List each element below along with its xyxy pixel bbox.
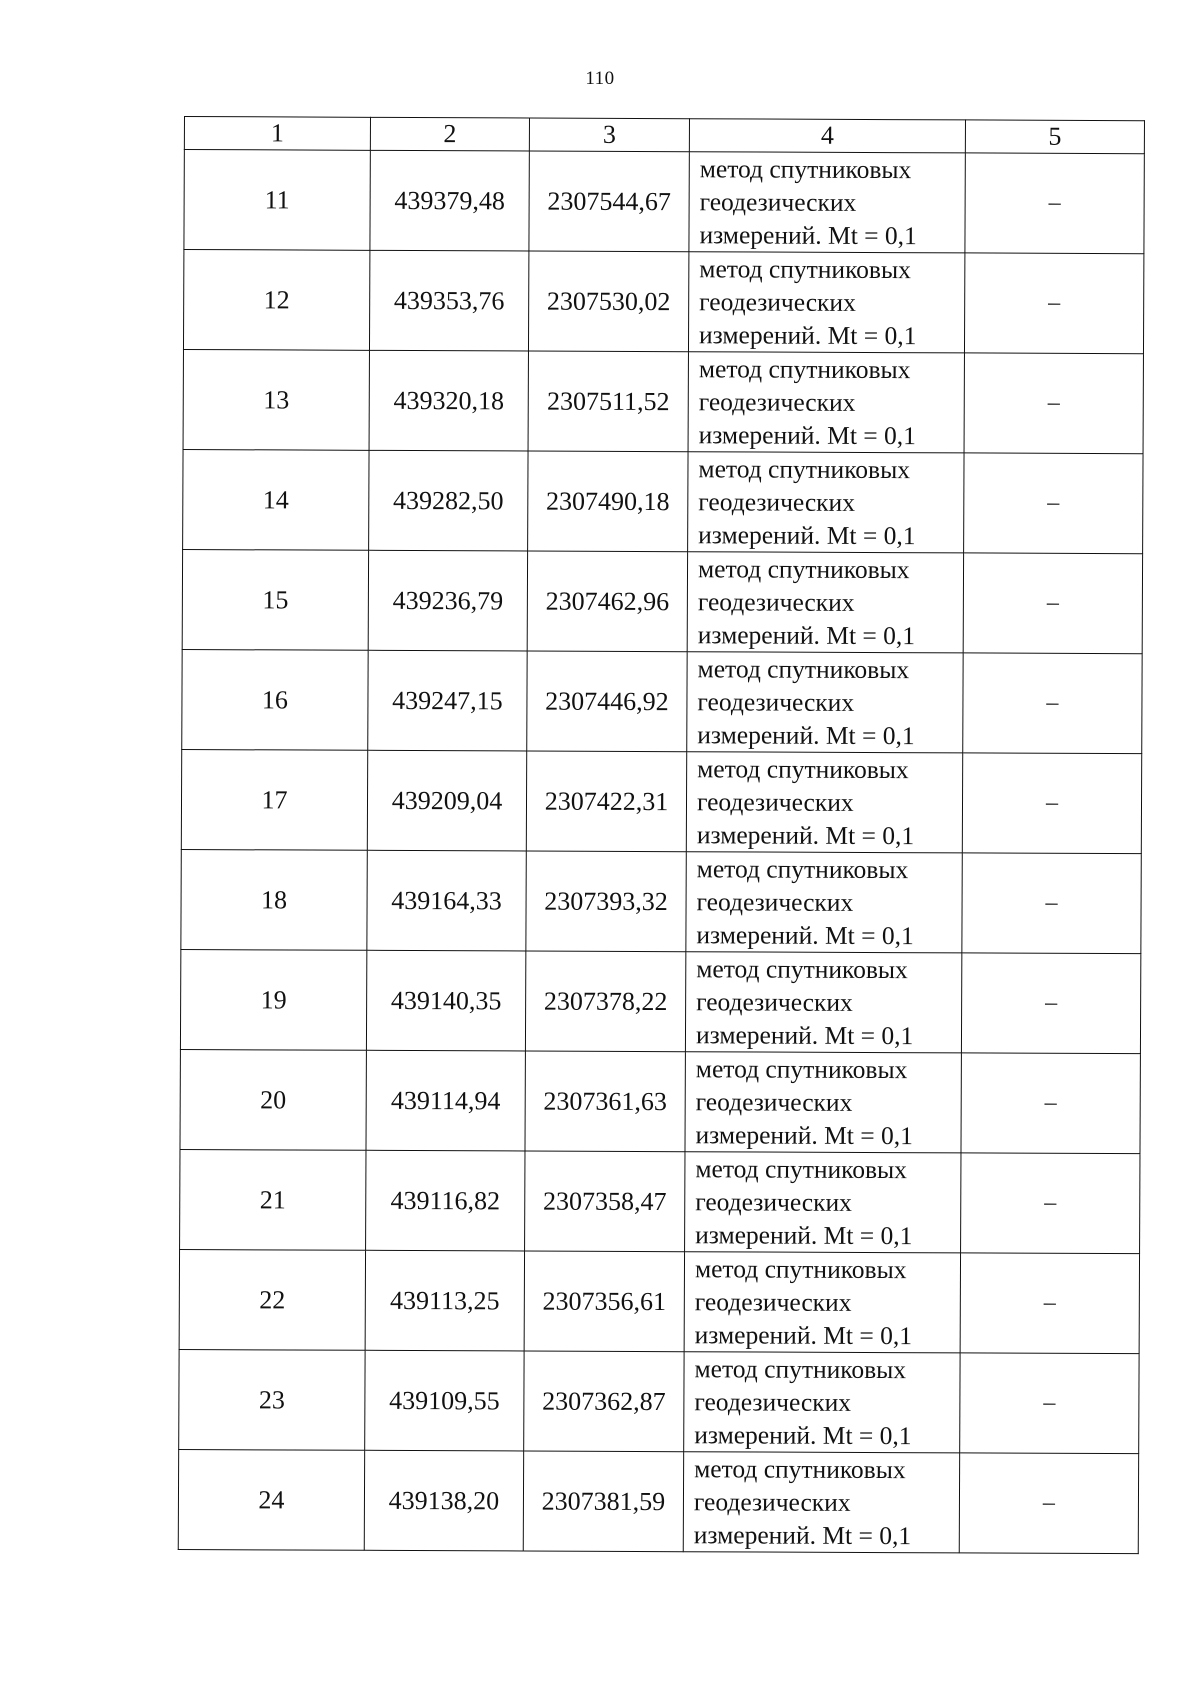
x-coordinate-cell: 439109,55	[365, 1350, 524, 1451]
note-cell: –	[965, 153, 1144, 254]
x-coordinate-cell: 439379,48	[370, 150, 529, 251]
method-line: измерений. Mt = 0,1	[697, 620, 916, 651]
note-cell: –	[962, 753, 1141, 854]
method-cell	[684, 1352, 960, 1453]
coordinates-table	[178, 116, 1145, 1554]
table-row	[184, 150, 1144, 254]
method-line: измерений. Mt = 0,1	[697, 720, 915, 751]
method-line: измерений. Mt = 0,1	[699, 220, 917, 251]
point-number-cell: 23	[179, 1349, 365, 1450]
point-number-cell: 22	[179, 1249, 365, 1350]
method-line: измерений. Mt = 0,1	[698, 520, 916, 551]
page-number: 110	[585, 68, 615, 89]
method-line: метод спутниковых	[695, 1054, 908, 1085]
y-coordinate-cell: 2307381,59	[523, 1451, 683, 1552]
method-line: геодезических	[695, 1087, 853, 1117]
method-cell	[685, 1152, 961, 1253]
method-line: геодезических	[699, 287, 856, 317]
y-coordinate-cell: 2307544,67	[529, 151, 689, 252]
method-line: измерений. Mt = 0,1	[695, 1120, 913, 1151]
note-cell: –	[964, 353, 1143, 454]
method-line: метод спутниковых	[696, 954, 908, 985]
method-cell	[685, 1052, 961, 1153]
method-line: метод спутниковых	[694, 1454, 906, 1485]
method-line: измерений. Mt = 0,1	[695, 1220, 913, 1251]
point-number-cell: 24	[178, 1449, 364, 1550]
note-cell: –	[964, 453, 1143, 554]
y-coordinate-cell: 2307422,31	[526, 751, 686, 852]
table-body	[178, 150, 1144, 1554]
method-line: метод спутниковых	[696, 854, 909, 885]
x-coordinate-cell: 439282,50	[369, 450, 528, 551]
x-coordinate-cell: 439113,25	[365, 1250, 524, 1351]
point-number-cell: 18	[181, 849, 367, 950]
method-line: измерений. Mt = 0,1	[694, 1320, 913, 1351]
column-header-1: 1	[184, 117, 370, 151]
table-header-row	[184, 117, 1144, 154]
column-header-4: 4	[689, 119, 965, 153]
column-header-3: 3	[529, 118, 689, 152]
table-row	[181, 849, 1141, 953]
method-line: геодезических	[696, 987, 853, 1017]
table-row	[182, 549, 1142, 653]
note-cell: –	[964, 253, 1143, 354]
note-cell: –	[963, 653, 1142, 754]
x-coordinate-cell: 439140,35	[366, 950, 525, 1051]
method-line: геодезических	[694, 1387, 852, 1417]
method-line: метод спутниковых	[699, 154, 912, 185]
table-row	[180, 949, 1140, 1053]
method-line: метод спутниковых	[697, 754, 909, 785]
point-number-cell: 12	[183, 250, 369, 351]
method-line: геодезических	[696, 887, 854, 917]
method-line: метод спутниковых	[698, 454, 911, 485]
note-cell: –	[963, 553, 1142, 654]
note-cell: –	[961, 1053, 1140, 1154]
method-line: метод спутниковых	[694, 1254, 907, 1285]
point-number-cell: 17	[181, 749, 367, 850]
method-cell	[689, 152, 965, 253]
x-coordinate-cell: 439138,20	[364, 1450, 523, 1551]
method-line: измерений. Mt = 0,1	[696, 820, 915, 851]
x-coordinate-cell: 439236,79	[368, 550, 527, 651]
method-line: метод спутниковых	[698, 354, 911, 385]
point-number-cell: 13	[183, 349, 369, 450]
y-coordinate-cell: 2307530,02	[528, 251, 688, 352]
x-coordinate-cell: 439353,76	[369, 250, 528, 351]
method-line: измерений. Mt = 0,1	[696, 920, 914, 951]
method-cell	[684, 1252, 960, 1353]
note-cell: –	[962, 853, 1141, 954]
point-number-cell: 14	[183, 449, 369, 550]
method-cell	[685, 952, 961, 1053]
column-header-2: 2	[370, 117, 529, 151]
method-cell	[687, 552, 963, 653]
y-coordinate-cell: 2307462,96	[527, 551, 687, 652]
x-coordinate-cell: 439164,33	[367, 850, 526, 951]
x-coordinate-cell: 439116,82	[366, 1150, 525, 1251]
table-row	[180, 1049, 1140, 1153]
y-coordinate-cell: 2307356,61	[524, 1251, 684, 1352]
table-row	[178, 1449, 1138, 1553]
method-line: измерений. Mt = 0,1	[698, 420, 917, 451]
note-cell: –	[960, 1253, 1139, 1354]
method-line: геодезических	[695, 1187, 853, 1217]
method-line: измерений. Mt = 0,1	[695, 1020, 914, 1051]
method-line: метод спутниковых	[694, 1354, 907, 1385]
method-line: геодезических	[699, 187, 857, 217]
table-row	[179, 1249, 1139, 1353]
method-line: геодезических	[694, 1287, 852, 1317]
x-coordinate-cell: 439114,94	[366, 1050, 525, 1151]
method-line: метод спутниковых	[697, 654, 910, 685]
point-number-cell: 15	[182, 549, 368, 650]
x-coordinate-cell: 439247,15	[368, 650, 527, 751]
method-cell	[688, 352, 964, 453]
point-number-cell: 16	[182, 649, 368, 750]
method-cell	[686, 752, 962, 853]
table-row	[183, 449, 1143, 553]
method-line: геодезических	[697, 687, 855, 717]
note-cell: –	[960, 1353, 1139, 1454]
y-coordinate-cell: 2307511,52	[528, 351, 688, 452]
method-line: геодезических	[698, 487, 856, 517]
method-line: геодезических	[696, 787, 854, 817]
note-cell: –	[961, 1153, 1140, 1254]
method-cell	[687, 652, 963, 753]
method-line: метод спутниковых	[699, 254, 911, 285]
method-line: измерений. Mt = 0,1	[693, 1520, 912, 1551]
y-coordinate-cell: 2307358,47	[525, 1151, 685, 1252]
column-header-5: 5	[965, 120, 1144, 154]
method-cell	[688, 252, 964, 353]
note-cell: –	[959, 1453, 1138, 1554]
method-line: метод спутниковых	[697, 554, 910, 585]
table-row	[183, 349, 1143, 453]
y-coordinate-cell: 2307393,32	[526, 851, 686, 952]
table-row	[179, 1349, 1139, 1453]
y-coordinate-cell: 2307446,92	[527, 651, 687, 752]
method-cell	[683, 1452, 959, 1553]
point-number-cell: 19	[180, 949, 366, 1050]
table-row	[180, 1149, 1140, 1253]
x-coordinate-cell: 439209,04	[367, 750, 526, 851]
x-coordinate-cell: 439320,18	[369, 350, 528, 451]
point-number-cell: 11	[184, 150, 370, 251]
y-coordinate-cell: 2307378,22	[525, 951, 685, 1052]
method-line: измерений. Mt = 0,1	[694, 1420, 912, 1451]
y-coordinate-cell: 2307362,87	[524, 1351, 684, 1452]
method-cell	[686, 852, 962, 953]
method-line: геодезических	[697, 587, 855, 617]
method-line: метод спутниковых	[695, 1154, 908, 1185]
point-number-cell: 21	[180, 1149, 366, 1250]
y-coordinate-cell: 2307361,63	[525, 1051, 685, 1152]
y-coordinate-cell: 2307490,18	[528, 451, 688, 552]
note-cell: –	[961, 953, 1140, 1054]
table-row	[183, 250, 1143, 354]
method-line: измерений. Mt = 0,1	[698, 320, 917, 351]
method-line: геодезических	[693, 1487, 851, 1517]
method-line: геодезических	[698, 387, 856, 417]
table-row	[182, 649, 1142, 753]
table-row	[181, 749, 1141, 853]
method-cell	[688, 452, 964, 553]
point-number-cell: 20	[180, 1049, 366, 1150]
